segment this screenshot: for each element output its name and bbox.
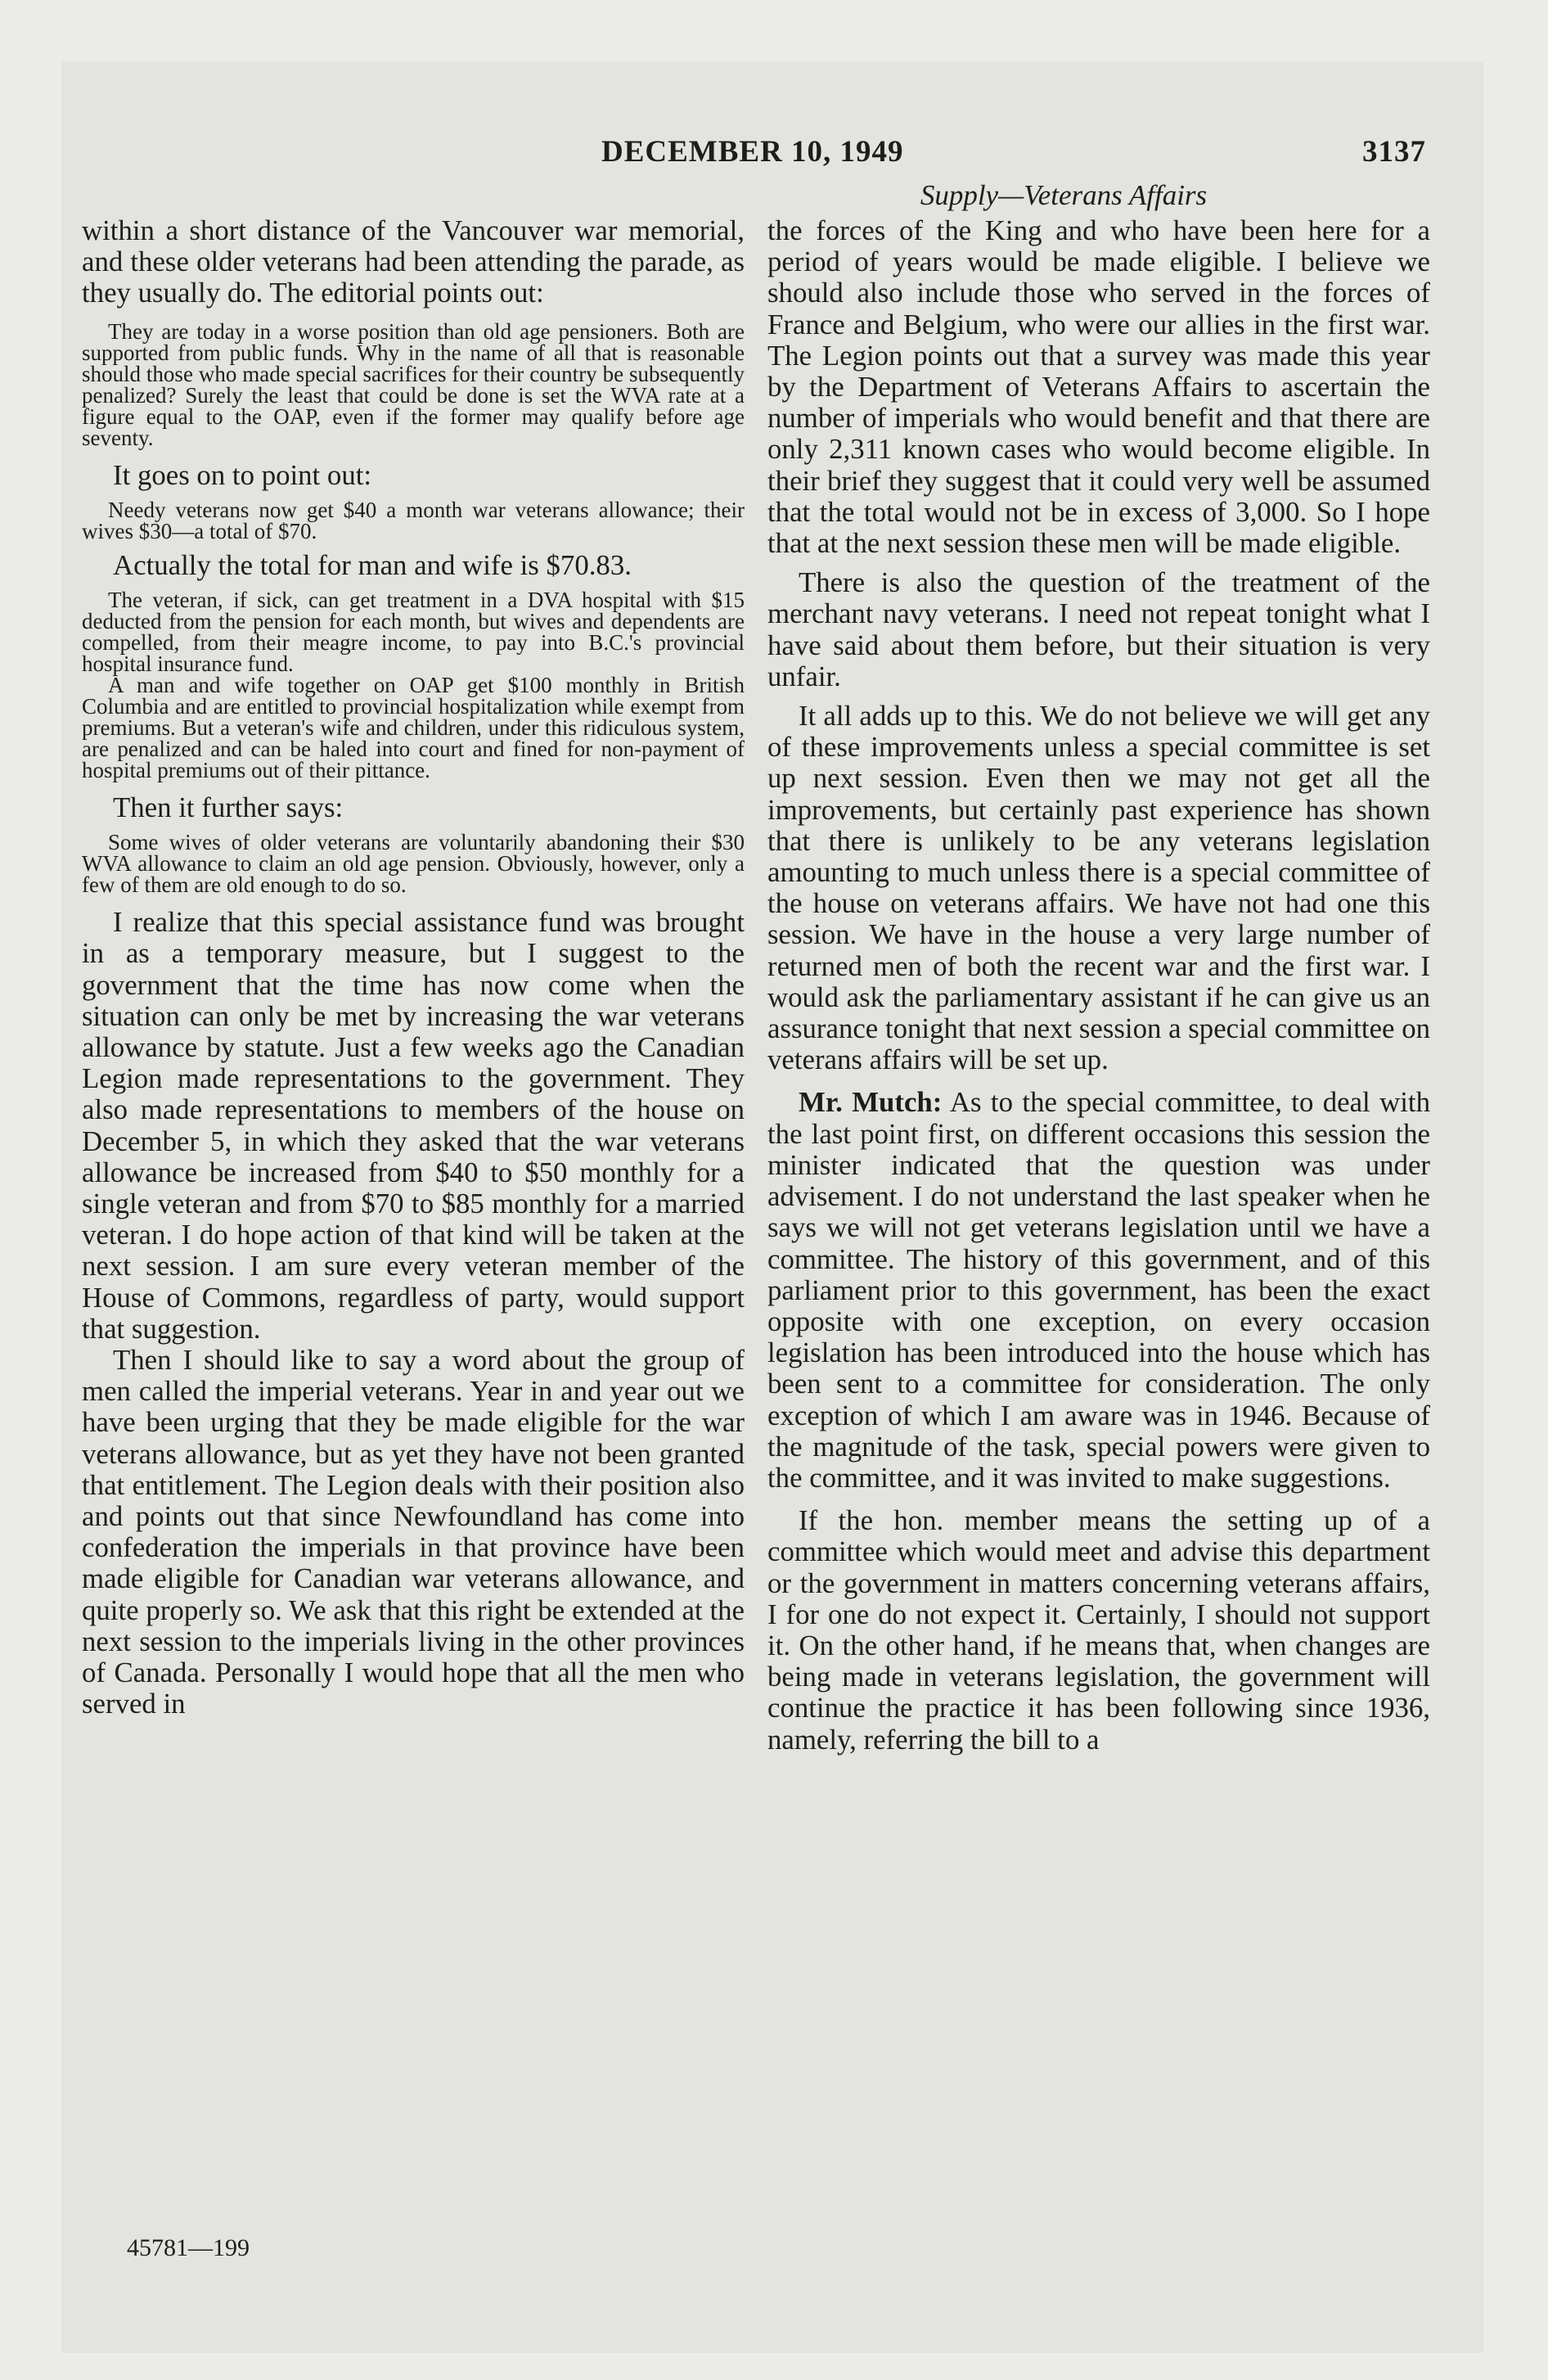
paragraph: the forces of the King and who have been here for a period of years would be made eligible. I believe we should also include those who served in the forces of France and Belgium, who were our allies in the first war. The Legion points out that a survey was made this year by the Department of Veterans Affairs to ascertain the number of imperials who would benefit and that there are only 2,311 known cases who would become eligible. In their brief they suggest that it could very well be assumed that the total would not be in excess of 3,000. So I hope that at the next session these men will be made eligible. bbox=[767, 214, 1430, 560]
block-quote: They are today in a worse position than old age pensioners. Both are supported from public funds. Why in the name of all that is reasonable should those who made special sacrifices for their country be subsequently penalized? Surely the least that could be done is set the WVA rate at a figure equal to the OAP, even if the former may qualify before age seventy. bbox=[82, 318, 745, 450]
speech-paragraph bbox=[767, 1087, 1430, 1494]
block-quote: A man and wife together on OAP get $100 monthly in British Columbia and are entitled to provincial hospitalization while exempt from premiums. But a veteran's wife and children, under this ridiculous system, are penalized and can be haled into court and fined for non-payment of hospital premiums out of their pittance. bbox=[82, 673, 745, 783]
paragraph: If the hon. member means the setting up of a committee which would meet and advise this department or the government in matters concerning veterans affairs, I for one do not expect it. Certainly, I should not support it. On the other hand, if he means that, when changes are being made in veterans legislation, the government will continue the practice it has been following since 1936, namely, referring the bill to a bbox=[767, 1504, 1430, 1756]
header-date: DECEMBER 10, 1949 bbox=[601, 135, 904, 169]
paragraph: within a short distance of the Vancouver war memorial, and these older veterans had been attending the parade, as they usually do. The editorial points out: bbox=[82, 214, 745, 309]
running-subheading: Supply—Veterans Affairs bbox=[920, 179, 1208, 211]
paragraph: There is also the question of the treatment of the merchant navy veterans. I need not repeat tonight what I have said about them before, but their situation is very unfair. bbox=[767, 566, 1430, 692]
left-column bbox=[82, 215, 745, 1720]
paragraph: Actually the total for man and wife is $70.83. bbox=[113, 548, 632, 581]
page-number: 3137 bbox=[1362, 135, 1426, 169]
speaker-name: Mr. Mutch: bbox=[799, 1086, 943, 1119]
paragraph: Then I should like to say a word about the group of men called the imperial veterans. Year in and year out we have been urging that they be made eligible for the war veterans allowance, but as yet they have not been granted that entitlement. The Legion deals with their position also and points out that since Newfoundland has come into confederation the imperials in that province have been made eligible for Canadian war veterans allowance, and quite properly so. We ask that this right be extended at the next session to the imperials living in the other provinces of Canada. Personally I would hope that all the men who served in bbox=[82, 1344, 745, 1720]
block-quote: Some wives of older veterans are voluntarily abandoning their $30 WVA allowance to claim an old age pension. Obviously, however, only a few of them are old enough to do so. bbox=[82, 830, 745, 898]
paragraph: It goes on to point out: bbox=[113, 458, 372, 491]
block-quote: Needy veterans now get $40 a month war veterans allowance; their wives $30—a total of $70. bbox=[82, 497, 745, 543]
paragraph: Then it further says: bbox=[113, 791, 344, 824]
speech-text: As to the special committee, to deal with the last point first, on different occasions this session the minister indicated that the question was under advisement. I do not understand the last speaker when he says we will not get veterans legislation until we have a committee. The history of this government, and of this parliament prior to this government, has been the exact opposite with one exception, on every occasion legislation has been introduced into the house which has been sent to a committee for consideration. The only exception of which I am aware was in 1946. Because of the magnitude of the task, special powers were given to the committee, and it was invited to make suggestions. bbox=[767, 1086, 1430, 1494]
paragraph: It all adds up to this. We do not believe we will get any of these improvements unless a special committee is set up next session. Even then we may not get all the improvements, but certainly past experience has shown that there is unlikely to be any veterans legislation amounting to much unless there is a special committee of the house on veterans affairs. We have not had one this session. We have in the house a very large number of returned men of both the recent war and the first war. I would ask the parliamentary assistant if he can give us an assurance tonight that next session a special committee on veterans affairs will be set up. bbox=[767, 700, 1430, 1076]
right-column bbox=[767, 215, 1430, 1756]
footer-code: 45781—199 bbox=[127, 2234, 250, 2261]
block-quote: The veteran, if sick, can get treatment in a DVA hospital with $15 deducted from the pension for each month, but wives and dependents are compelled, from their meagre income, to pay into B.C.'s provincial hospital insurance fund. bbox=[82, 588, 745, 677]
paragraph: I realize that this special assistance fund was brought in as a temporary measure, but I suggest to the government that the time has now come when the situation can only be met by increasing the war veterans allowance by statute. Just a few weeks ago the Canadian Legion made representations to the government. They also made representations to members of the house on December 5, in which they asked that the war veterans allowance be increased from $40 to $50 monthly for a single veteran and from $70 to $85 monthly for a married veteran. I do hope action of that kind will be taken at the next session. I am sure every veteran member of the House of Commons, regardless of party, would support that suggestion. bbox=[82, 906, 745, 1345]
